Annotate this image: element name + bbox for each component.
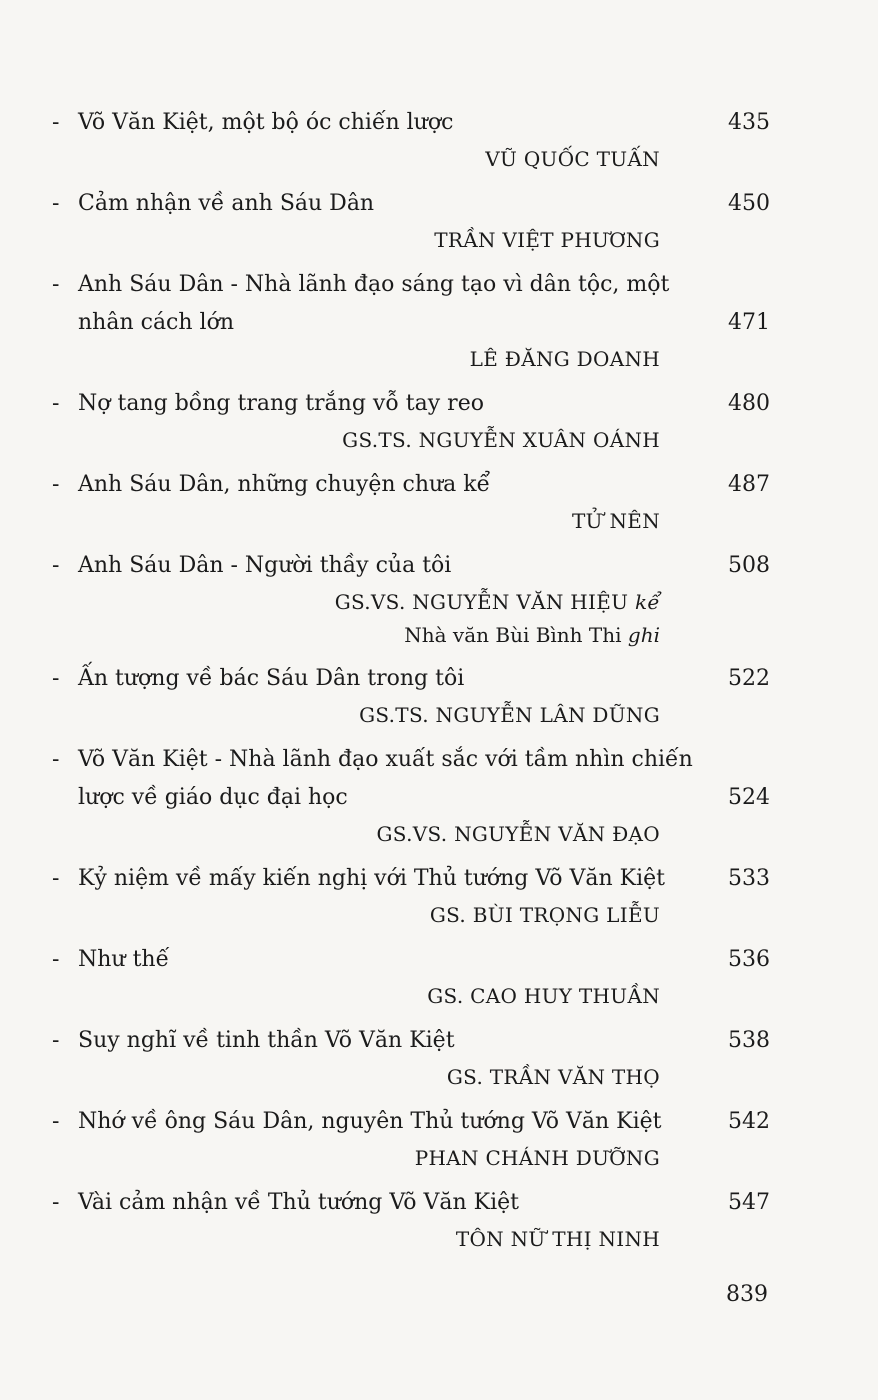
toc-entry-title: Anh Sáu Dân - Người thầy của tôi <box>78 553 452 578</box>
toc-entry-title-line <box>52 1022 770 1060</box>
toc-entry <box>52 466 770 547</box>
author-name: GS. TRẦN VĂN THỌ <box>446 1065 660 1089</box>
toc-entry-page: 480 <box>728 391 770 416</box>
toc-entry-page: 522 <box>728 666 770 691</box>
toc-entry-author <box>52 585 770 619</box>
toc-entry-page: 508 <box>728 553 770 578</box>
list-dash: - <box>52 391 60 416</box>
list-dash: - <box>52 110 60 135</box>
toc-entry-title: Kỷ niệm về mấy kiến nghị với Thủ tướng Võ Văn Kiệt <box>78 866 665 891</box>
toc-entry <box>52 1103 770 1184</box>
list-dash: - <box>52 1028 60 1053</box>
table-of-contents <box>52 104 770 1265</box>
list-dash: - <box>52 666 60 691</box>
toc-entry-author <box>52 1141 770 1175</box>
entry-spacer <box>52 651 770 660</box>
toc-entry <box>52 1022 770 1103</box>
author-name: GS.TS. NGUYỄN LÂN DŨNG <box>359 703 660 727</box>
toc-entry-title: Anh Sáu Dân - Nhà lãnh đạo sáng tạo vì dân tộc, một <box>78 272 670 297</box>
toc-entry-title: Võ Văn Kiệt - Nhà lãnh đạo xuất sắc với tầm nhìn chiến <box>78 747 693 772</box>
entry-spacer <box>52 1013 770 1022</box>
entry-spacer <box>52 1175 770 1184</box>
list-dash: - <box>52 472 60 497</box>
toc-entry-title-line <box>52 660 770 698</box>
entry-spacer <box>52 932 770 941</box>
entry-spacer <box>52 538 770 547</box>
toc-entry-author <box>52 1060 770 1094</box>
author-name: TỬ NÊN <box>572 509 660 533</box>
entry-spacer <box>52 1256 770 1265</box>
entry-spacer <box>52 851 770 860</box>
list-dash: - <box>52 1190 60 1215</box>
toc-entry-title: Nợ tang bồng trang trắng vỗ tay reo <box>78 391 484 416</box>
toc-entry <box>52 860 770 941</box>
toc-entry-author <box>52 979 770 1013</box>
entry-spacer <box>52 457 770 466</box>
toc-entry-title-line <box>52 779 770 817</box>
note-role: ghi <box>627 623 660 647</box>
toc-entry-page: 547 <box>728 1190 770 1215</box>
author-name: GS.VS. NGUYỄN VĂN ĐẠO <box>376 822 660 846</box>
toc-entry-title: lược về giáo dục đại học <box>78 785 348 810</box>
toc-entry-author <box>52 504 770 538</box>
toc-entry-title: nhân cách lớn <box>78 310 234 335</box>
author-name: GS. CAO HUY THUẦN <box>427 984 660 1008</box>
list-dash: - <box>52 1109 60 1134</box>
author-name: TÔN NỮ THỊ NINH <box>455 1227 660 1251</box>
toc-entry-title-line <box>52 185 770 223</box>
toc-entry <box>52 266 770 385</box>
toc-entry-title-line <box>52 860 770 898</box>
toc-entry-page: 533 <box>728 866 770 891</box>
toc-entry <box>52 941 770 1022</box>
toc-entry-page: 435 <box>728 110 770 135</box>
toc-entry <box>52 741 770 860</box>
toc-entry-title-line <box>52 547 770 585</box>
toc-entry-page: 542 <box>728 1109 770 1134</box>
author-name: GS.TS. NGUYỄN XUÂN OÁNH <box>342 428 660 452</box>
toc-entry-title: Nhớ về ông Sáu Dân, nguyên Thủ tướng Võ Văn Kiệt <box>78 1109 662 1134</box>
toc-entry <box>52 104 770 185</box>
toc-entry-title-line <box>52 741 770 779</box>
toc-entry-title: Anh Sáu Dân, những chuyện chưa kể <box>78 472 491 497</box>
toc-entry-title: Cảm nhận về anh Sáu Dân <box>78 191 375 216</box>
toc-entry-title-line <box>52 304 770 342</box>
toc-entry-title: Suy nghĩ về tinh thần Võ Văn Kiệt <box>78 1028 455 1053</box>
toc-entry <box>52 1184 770 1265</box>
toc-entry-author <box>52 342 770 376</box>
entry-spacer <box>52 376 770 385</box>
toc-entry <box>52 660 770 741</box>
entry-spacer <box>52 1094 770 1103</box>
toc-entry <box>52 385 770 466</box>
list-dash: - <box>52 747 60 772</box>
toc-entry-title-line <box>52 941 770 979</box>
toc-entry-author <box>52 223 770 257</box>
toc-entry-title-line <box>52 1103 770 1141</box>
toc-entry-title-line <box>52 266 770 304</box>
list-dash: - <box>52 191 60 216</box>
list-dash: - <box>52 866 60 891</box>
toc-entry-page: 471 <box>728 310 770 335</box>
toc-entry-author <box>52 817 770 851</box>
toc-entry-page: 524 <box>728 785 770 810</box>
author-name: GS.VS. NGUYỄN VĂN HIỆU <box>334 590 629 614</box>
toc-entry-author <box>52 423 770 457</box>
toc-entry <box>52 547 770 660</box>
toc-entry-page: 487 <box>728 472 770 497</box>
list-dash: - <box>52 553 60 578</box>
toc-entry-title: Như thế <box>78 947 170 972</box>
toc-entry-title-line <box>52 385 770 423</box>
author-name: VŨ QUỐC TUẤN <box>485 147 660 171</box>
toc-entry-title: Ấn tượng về bác Sáu Dân trong tôi <box>78 666 465 691</box>
list-dash: - <box>52 272 60 297</box>
author-role: kể <box>634 590 660 614</box>
page-number: 839 <box>726 1282 768 1307</box>
toc-entry-author <box>52 1222 770 1256</box>
author-name: TRẦN VIỆT PHƯƠNG <box>434 228 660 252</box>
toc-entry-title: Võ Văn Kiệt, một bộ óc chiến lược <box>78 110 454 135</box>
toc-entry-page: 536 <box>728 947 770 972</box>
toc-entry-title: Vài cảm nhận về Thủ tướng Võ Văn Kiệt <box>78 1190 519 1215</box>
list-dash: - <box>52 947 60 972</box>
toc-entry-author <box>52 898 770 932</box>
note-name: Nhà văn Bùi Bình Thi <box>404 623 622 647</box>
toc-entry-page: 538 <box>728 1028 770 1053</box>
toc-entry-title-line <box>52 1184 770 1222</box>
toc-entry-author <box>52 698 770 732</box>
entry-spacer <box>52 257 770 266</box>
author-name: GS. BÙI TRỌNG LIỄU <box>429 903 660 927</box>
toc-entry-page: 450 <box>728 191 770 216</box>
author-name: PHAN CHÁNH DƯỠNG <box>414 1146 660 1170</box>
toc-entry-title-line <box>52 466 770 504</box>
toc-entry-title-line <box>52 104 770 142</box>
author-name: LÊ ĐĂNG DOANH <box>469 347 660 371</box>
toc-entry-note <box>52 619 770 651</box>
entry-spacer <box>52 176 770 185</box>
entry-spacer <box>52 732 770 741</box>
toc-entry <box>52 185 770 266</box>
toc-entry-author <box>52 142 770 176</box>
